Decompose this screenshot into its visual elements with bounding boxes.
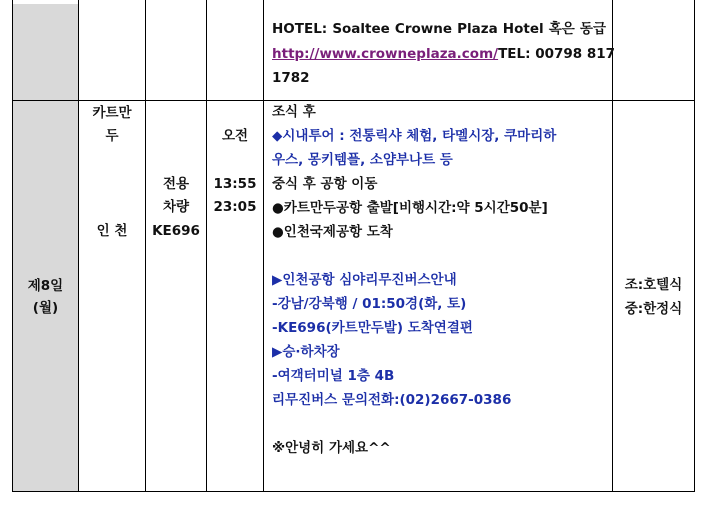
transport-line-2: 차량 (162, 199, 190, 215)
row-divider-bottom (12, 491, 695, 492)
col-line-2 (145, 0, 146, 492)
schedule-line: ◆시내투어 : 전통릭샤 체험, 타멜시장, 쿠마리하 (272, 128, 557, 144)
schedule-line: ▶인천공항 심야리무진버스안내 (272, 272, 457, 288)
day-column-top-cell (13, 4, 78, 101)
day-column-cell (13, 101, 78, 492)
hotel-tel-cont: 1782 (272, 70, 310, 86)
hotel-tel: TEL: 00798 817 (498, 46, 616, 62)
hotel-line: HOTEL: Soaltee Crowne Plaza Hotel 혹은 동급 (272, 21, 606, 37)
schedule-line: 조식 후 (272, 104, 316, 120)
schedule-line: -KE696(카트만두발) 도착연결편 (272, 320, 473, 336)
schedule-line: 중식 후 공항 이동 (272, 176, 378, 192)
schedule-line: 리무진버스 문의전화:(02)2667-0386 (272, 392, 512, 408)
schedule-line: 우스, 몽키템플, 소얌부나트 등 (272, 152, 453, 168)
place-departure-cont: 두 (105, 128, 119, 144)
place-arrival: 인 천 (96, 223, 128, 239)
col-line-6 (694, 0, 695, 492)
col-line-1 (78, 0, 79, 492)
day-label: 제8일 (27, 278, 64, 294)
col-line-3 (206, 0, 207, 492)
place-departure: 카트만 (92, 105, 132, 121)
col-line-4 (263, 0, 264, 492)
schedule-line: ▶승·하차장 (272, 344, 340, 360)
schedule-line: ●인천국제공항 도착 (272, 224, 393, 240)
time-label: 오전 (221, 128, 249, 144)
schedule-line: ●카트만두공항 출발[비행시간:약 5시간50분] (272, 200, 548, 216)
meal-breakfast: 조:호텔식 (624, 277, 683, 293)
hotel-url-line (272, 45, 616, 63)
col-line-0 (12, 0, 13, 492)
row-divider-top (12, 100, 695, 101)
schedule-line: -강남/강북행 / 01:50경(화, 토) (272, 296, 467, 312)
time-departure: 13:55 (213, 176, 257, 192)
col-line-5 (612, 0, 613, 492)
transport-flight: KE696 (152, 223, 200, 239)
schedule-line: ※안녕히 가세요^^ (272, 440, 391, 456)
weekday-label: (월) (32, 300, 59, 316)
schedule-line: -여객터미널 1층 4B (272, 368, 395, 384)
hotel-url-link[interactable]: http://www.crowneplaza.com/ (272, 46, 499, 62)
meal-lunch: 중:한정식 (624, 301, 683, 317)
transport-line-1: 전용 (162, 176, 190, 192)
time-arrival: 23:05 (213, 199, 257, 215)
